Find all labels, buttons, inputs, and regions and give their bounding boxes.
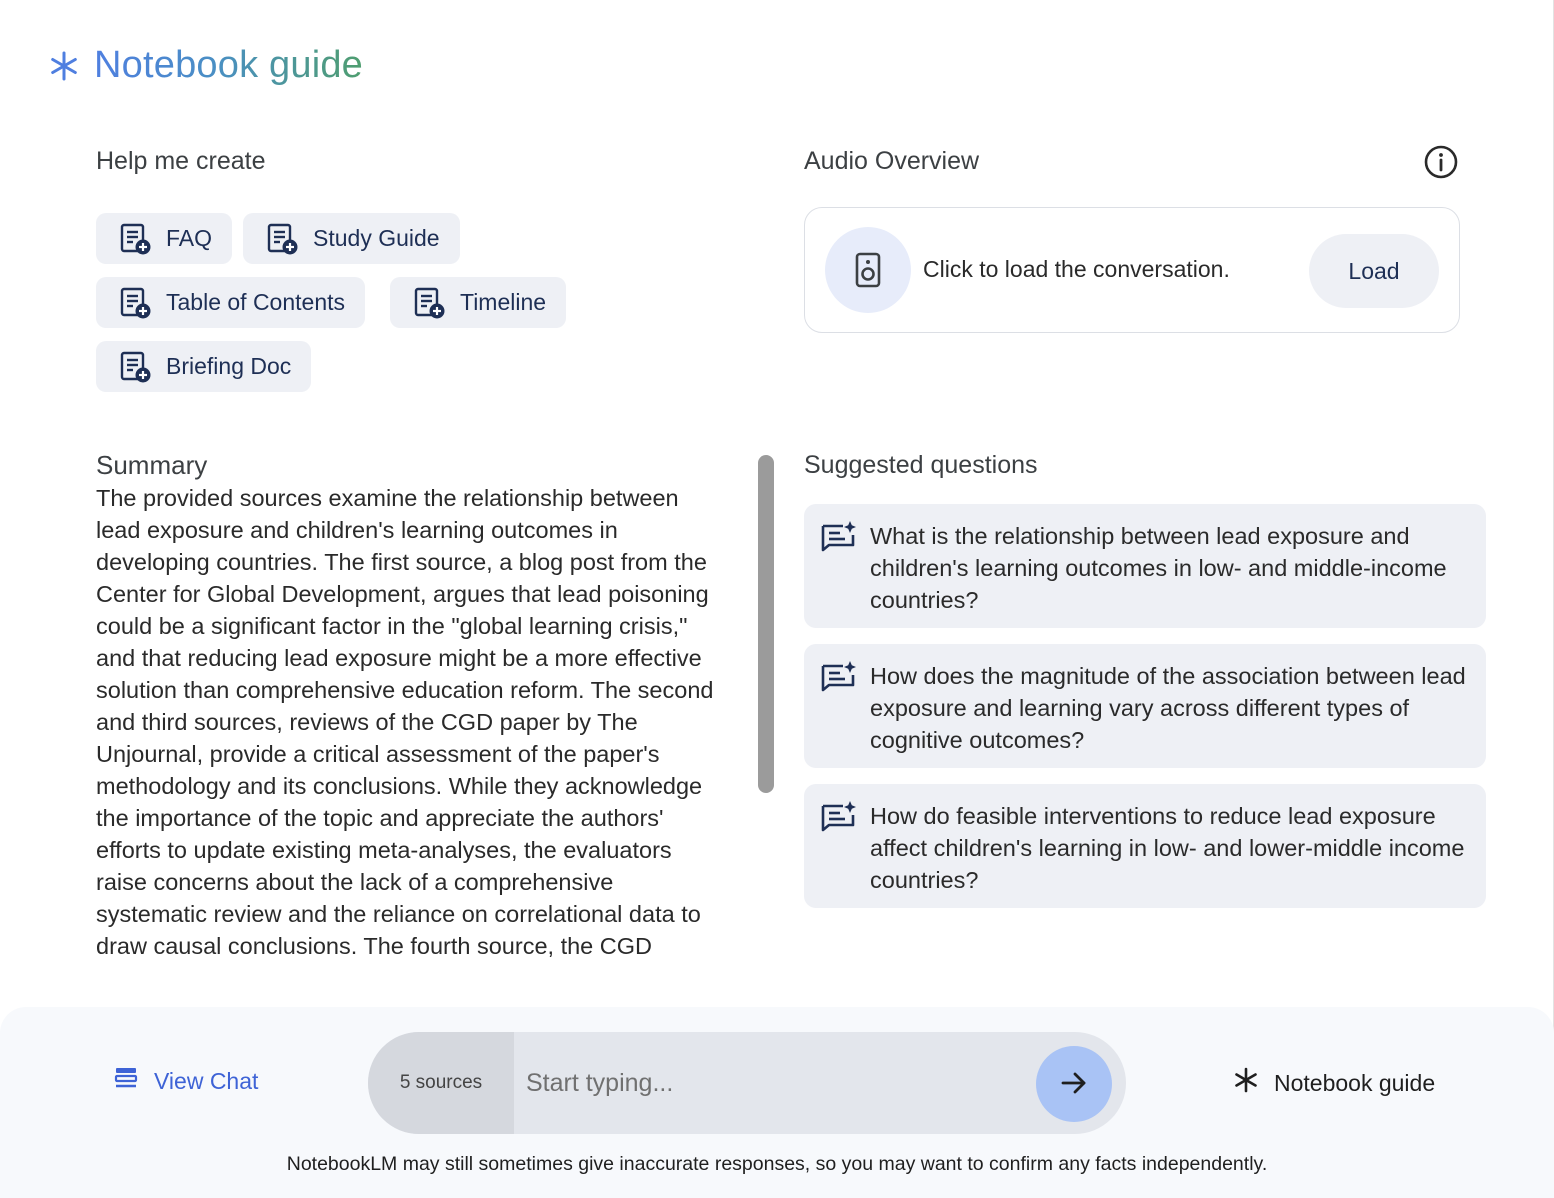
view-chat-label: View Chat	[154, 1067, 259, 1094]
document-add-icon	[118, 350, 152, 384]
summary-heading: Summary	[96, 450, 208, 480]
suggested-question-1[interactable]	[804, 504, 1486, 628]
document-add-icon	[118, 222, 152, 256]
view-chat-button[interactable]	[112, 1064, 258, 1098]
study-guide-button[interactable]	[243, 213, 460, 264]
page-title-text: Notebook guide	[94, 44, 364, 86]
chat-spark-icon	[820, 660, 858, 696]
audio-overview-heading: Audio Overview	[804, 147, 980, 175]
info-icon[interactable]	[1423, 144, 1459, 180]
send-button[interactable]	[1036, 1046, 1112, 1122]
faq-button[interactable]	[96, 213, 232, 264]
suggested-question-3[interactable]	[804, 784, 1486, 908]
notebook-guide-button[interactable]	[1232, 1066, 1435, 1100]
notebook-guide-label: Notebook guide	[1274, 1069, 1436, 1096]
arrow-right-icon	[1059, 1068, 1089, 1101]
speaker-icon	[825, 227, 911, 313]
suggested-question-text: How does the magnitude of the association between lead exposure and learning vary across different types of cognitive outcomes?	[870, 663, 1466, 753]
timeline-label: Timeline	[460, 289, 547, 315]
summary-text: The provided sources examine the relationship between lead exposure and children's learning outcomes in developing countries. The first source, a blog post from the Center for Global Development, argues that lead poisoning could be a significant factor in the "global learning crisis," and that reducing lead exposure might be a more effective solution than comprehensive education reform. The second and third sources, reviews of the CGD paper by The Unjournal, provide a critical assessment of the paper's methodology and its conclusions. While they acknowledge the importance of the topic and appreciate the authors' efforts to update existing meta-analyses, the evaluators raise concerns about the lack of a comprehensive systematic review and the reliance on correlational data to draw causal conclusions. The fourth source, the CGD	[96, 485, 714, 959]
summary-scrollbar[interactable]	[758, 455, 774, 793]
document-add-icon	[412, 286, 446, 320]
chat-input[interactable]	[526, 1058, 1026, 1108]
chat-spark-icon	[820, 520, 858, 556]
timeline-button[interactable]	[390, 277, 566, 328]
table-of-contents-button[interactable]	[96, 277, 365, 328]
chat-spark-icon	[820, 800, 858, 836]
asterisk-spark-icon	[48, 50, 80, 82]
document-add-icon	[118, 286, 152, 320]
chat-input-bar	[368, 1032, 1126, 1134]
briefing-doc-label: Briefing Doc	[166, 353, 292, 379]
audio-overview-card	[804, 207, 1460, 333]
document-add-icon	[265, 222, 299, 256]
suggested-question-text: How do feasible interventions to reduce lead exposure affect children's learning in low- and lower-middle income countries?	[870, 803, 1465, 893]
sources-count-button[interactable]: 5 sources	[368, 1032, 514, 1134]
table-of-contents-label: Table of Contents	[166, 289, 346, 315]
suggested-question-2[interactable]	[804, 644, 1486, 768]
audio-load-message: Click to load the conversation.	[923, 256, 1230, 282]
faq-label: FAQ	[166, 225, 213, 251]
disclaimer-text: NotebookLM may still sometimes give inaccurate responses, so you may want to confirm any facts independently.	[286, 1153, 1268, 1175]
load-button[interactable]: Load	[1309, 234, 1439, 308]
suggested-questions-heading: Suggested questions	[804, 451, 1038, 479]
study-guide-label: Study Guide	[313, 225, 440, 251]
chat-panel-icon	[112, 1064, 140, 1098]
help-me-create-heading: Help me create	[96, 147, 266, 175]
page-title	[48, 44, 363, 87]
briefing-doc-button[interactable]	[96, 341, 311, 392]
asterisk-spark-icon	[1232, 1066, 1260, 1100]
suggested-question-text: What is the relationship between lead exposure and children's learning outcomes in low- and middle-income countries?	[870, 523, 1447, 613]
